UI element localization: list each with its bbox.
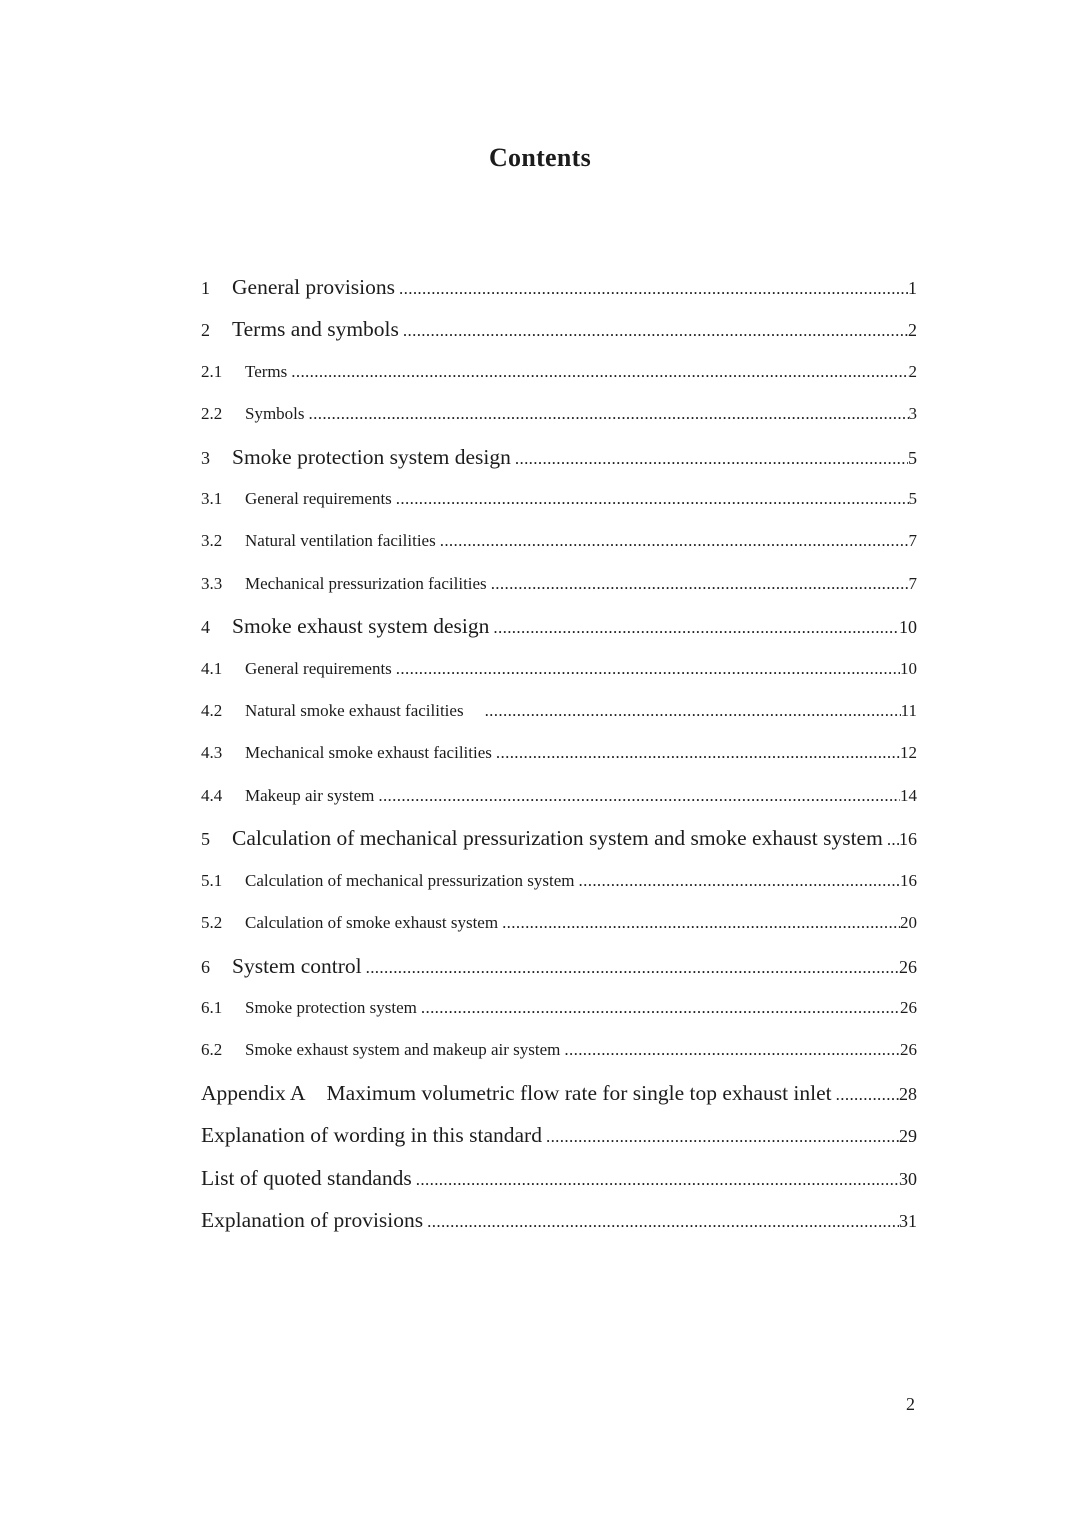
toc-entry: [201, 478, 917, 520]
toc-entry-number: 6.1: [201, 997, 223, 1017]
toc-leader-dots: [485, 690, 901, 732]
toc-entry-page: 7: [908, 531, 917, 551]
toc-entry-label: Symbols: [245, 404, 305, 424]
toc-entry-number: 3.2: [201, 531, 223, 551]
toc-entry-number: 3: [201, 447, 210, 468]
toc-entry: [201, 690, 917, 732]
toc-leader-dots: [396, 478, 909, 520]
toc-leader-dots: [887, 819, 899, 861]
toc-entry-label: General provisions: [232, 275, 396, 299]
toc-entry: [201, 266, 917, 308]
toc-entry-number: 2: [201, 320, 210, 341]
toc-entry-label: Mechanical smoke exhaust facilities: [245, 743, 492, 763]
toc-leader-dots: [836, 1074, 899, 1116]
toc-entry-label: System control: [232, 953, 362, 978]
toc-entry: [201, 987, 917, 1029]
toc-entry-page: 2: [908, 320, 917, 341]
toc-entry-page: 14: [900, 785, 917, 805]
toc-entry-label: Natural ventilation facilities: [245, 531, 436, 551]
toc-leader-dots: [546, 1116, 899, 1158]
toc-entry-number: 3.3: [201, 573, 223, 593]
toc-entry-number: 4.1: [201, 658, 223, 678]
toc-entry-label: Terms: [245, 361, 288, 381]
toc-entry: [201, 902, 917, 944]
toc-entry: [201, 648, 917, 690]
toc-entry: [201, 1114, 917, 1156]
page-title: Contents: [488, 143, 592, 172]
toc-leader-dots: [427, 1201, 899, 1243]
toc-entry-number: 6: [201, 956, 210, 977]
toc-entry-label: Calculation of mechanical pressurization system and smoke exhaust system: [232, 826, 883, 851]
toc-leader-dots: [416, 1159, 899, 1201]
toc-leader-dots: [564, 1029, 900, 1071]
toc-entry: [201, 1157, 917, 1199]
toc-entry-number: 6.2: [201, 1040, 223, 1060]
toc-entry-number: 3.1: [201, 489, 223, 509]
toc-entry: [201, 1199, 917, 1241]
toc-leader-dots: [440, 520, 909, 562]
toc-entry-label: Smoke protection system design: [232, 444, 511, 469]
toc-entry-page: 31: [899, 1210, 917, 1231]
toc-entry-label: Smoke exhaust system design: [232, 614, 490, 639]
toc-entry-label: General requirements: [245, 658, 392, 678]
toc-entry-label: Makeup air system: [245, 785, 375, 805]
toc-entry-page: 7: [908, 573, 917, 593]
toc-entry-number: 5: [201, 829, 210, 850]
toc-entry-number: 2.1: [201, 361, 223, 381]
toc-entry-label: Mechanical pressurization facilities: [245, 573, 487, 593]
toc-entry-number: 2.2: [201, 404, 223, 424]
toc-entry-page: 10: [899, 617, 917, 638]
toc-entry-page: 16: [900, 870, 917, 890]
toc-leader-dots: [579, 860, 900, 902]
toc-entry: [201, 945, 917, 987]
toc-entry-label: Explanation of provisions: [201, 1207, 424, 1232]
toc-entry-label: Calculation of smoke exhaust system: [245, 913, 499, 933]
toc-entry: [201, 436, 917, 478]
toc-leader-dots: [399, 268, 908, 310]
toc-entry: [201, 308, 917, 350]
toc-leader-dots: [502, 902, 900, 944]
toc-entry-number: 4: [201, 617, 210, 638]
toc-entry-page: 5: [908, 489, 917, 509]
toc-entry-number: 4.4: [201, 785, 223, 805]
toc-entry-number: 5.1: [201, 870, 223, 890]
toc-leader-dots: [515, 438, 908, 480]
toc-entry-label: Calculation of mechanical pressurization system: [245, 870, 575, 890]
toc-entry-page: 29: [899, 1126, 917, 1147]
toc-entry: [201, 860, 917, 902]
toc-list: [201, 266, 917, 1241]
toc-leader-dots: [403, 310, 908, 352]
toc-entry-page: 26: [900, 997, 917, 1017]
toc-entry-number: 1: [201, 278, 210, 298]
toc-entry-number: 4.3: [201, 743, 223, 763]
toc-leader-dots: [309, 393, 909, 435]
toc-entry: [201, 775, 917, 817]
toc-entry-label: Maximum volumetric flow rate for single top exhaust inlet: [326, 1080, 832, 1105]
toc-leader-dots: [291, 351, 908, 393]
toc-entry-page: 26: [900, 1040, 917, 1060]
toc-entry: [201, 817, 917, 859]
toc-leader-dots: [366, 947, 899, 989]
toc-leader-dots: [396, 648, 900, 690]
toc-entry-page: 11: [900, 701, 917, 721]
toc-entry: [201, 393, 917, 435]
toc-entry-page: 26: [899, 956, 917, 977]
toc-leader-dots: [378, 775, 900, 817]
toc-leader-dots: [493, 607, 899, 649]
toc-entry-label: Terms and symbols: [232, 317, 399, 342]
toc-entry: [201, 1072, 917, 1114]
toc-entry-number: 4.2: [201, 701, 223, 721]
toc-entry-page: 10: [900, 658, 917, 678]
toc-entry: [201, 520, 917, 562]
toc-entry: [201, 563, 917, 605]
footer-page-number: 2: [906, 1394, 915, 1414]
toc-entry-label: Natural smoke exhaust facilities: [245, 701, 464, 721]
toc-entry-number: Appendix A: [201, 1080, 306, 1105]
toc-entry-number: 5.2: [201, 913, 223, 933]
toc-entry-page: 28: [899, 1083, 917, 1104]
toc-entry-label: Smoke exhaust system and makeup air system: [245, 1040, 561, 1060]
toc-entry: [201, 732, 917, 774]
toc-entry-page: 5: [908, 447, 917, 468]
toc-leader-dots: [496, 732, 900, 774]
toc-entry-page: 2: [908, 361, 917, 381]
toc-entry: [201, 351, 917, 393]
toc-entry-page: 20: [900, 913, 917, 933]
toc-entry-page: 16: [899, 829, 917, 850]
toc-entry-label: General requirements: [245, 489, 392, 509]
toc-entry-label: Smoke protection system: [245, 997, 417, 1017]
toc-entry: [201, 1029, 917, 1071]
toc-entry-label: Explanation of wording in this standard: [201, 1123, 542, 1148]
toc-entry-page: 12: [900, 743, 917, 763]
toc-entry-label: List of quoted standands: [201, 1165, 412, 1190]
toc-entry-page: 3: [908, 404, 917, 424]
toc-entry: [201, 605, 917, 647]
toc-leader-dots: [491, 563, 909, 605]
toc-entry-page: 30: [899, 1168, 917, 1189]
toc-entry-page: 1: [908, 278, 917, 298]
toc-leader-dots: [421, 987, 900, 1029]
